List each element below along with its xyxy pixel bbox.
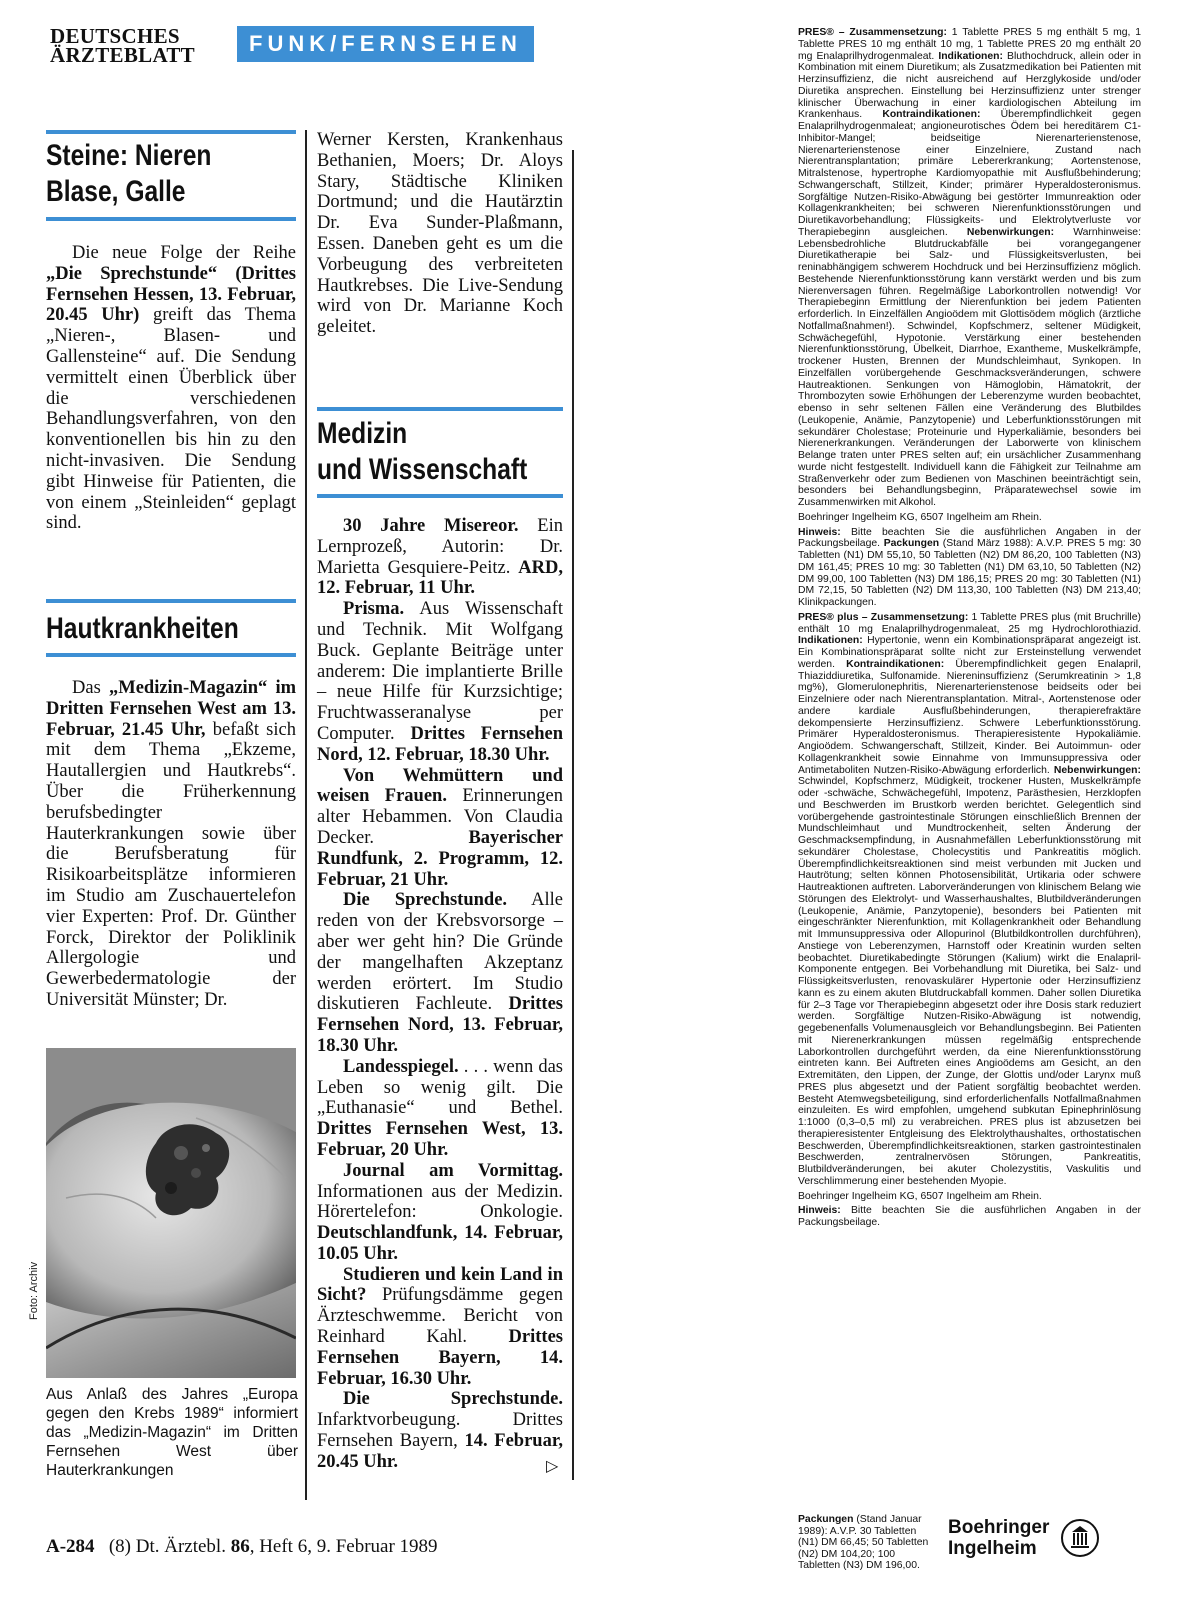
pi-heading: Kontraindikationen:: [882, 109, 981, 121]
pi-packages: [798, 1514, 938, 1572]
pi-text: Warnhinweise: Lebensbedrohliche Blutdruckabfälle bei vorangegangener Diuretikatherapie bei Salz- und Flüssigkeitsverlusten, bei reninabhängigem schwerem Hochdruck und bei Herzinsuffizienz möglich. Bestehende Nierenfunktionsstörung kann verstärkt werden und bis zum Nierenversagen führen. Regelmäßige Laborkontrollen notwendig! Vor Therapiebeginn Ermittlung der Nierenfunktion bei jedem Patienten erforderlich. In Einzelfällen Angioödem mit Glottisödem möglich (ärztliche Notfallmaßnahmen!). Schwindel, Kopfschmerz, seltener Müdigkeit, Schwächegefühl, Hypotonie. Verstärkung einer bestehenden Nierenfunktionsstörung, Übelkeit, Diarrhoe, Exantheme, Muskelkrämpfe, trockener Husten, Brennen der Mundschleimhaut, Synkopen. In Einzelfällen vorübergehende Geschmacksveränderungen, schwere Hautreaktionen. Senkungen von Hämoglobin, Hämatokrit, der Thrombozyten sowie Erhöhungen der Leberenzyme wurden beobachtet, ebenso in sehr seltenen Fällen eine Veränderung des Blutbildes (Leukopenie, Anämie, Panzytopenie) und Leberfunktionsstörungen mit sekundärer Cholestase; Proteinurie und Hyperkaliämie, besonders bei Nierenerkrankungen. Veränderungen der Laborwerte von klinischem Belange traten unter PRES selten auf; ein ursächlicher Zusammenhang wurde nicht festgestellt. Individuell kann die Fähigkeit zur Teilnahme am Straßenverkehr oder zum Bedienen von Maschinen beeinträchtigt sein, besonders bei Behandlungsbeginn, Präparatewechsel sowie im Zusammenwirken mit Alkohol.: [798, 226, 1141, 508]
program-ref: „Medizin-Magazin“ im Dritten Fernsehen West am 13. Februar, 21.45 Uhr,: [46, 678, 296, 740]
pi-text: (Stand Januar 1989): A.V.P. 30 Tabletten (N1) DM 66,45; 50 Tabletten (N2) DM 104,20; 100 Tabletten (N3) DM 196,00.: [798, 1514, 929, 1572]
headline-hautkrankheiten: [46, 611, 296, 647]
journal-ref: (8) Dt. Ärztebl.: [108, 1536, 231, 1557]
photo-caption: Aus Anlaß des Jahres „Europa gegen den Krebs 1989“ informiert das „Medizin-Magazin“ im Dritten Fernsehen West über Hauterkrankungen: [46, 1386, 298, 1479]
company-logo-text: [948, 1517, 1049, 1559]
pi-text: Bitte beachten Sie die ausführlichen Angaben in der Packungsbeilage.: [798, 526, 1141, 550]
item-schedule: Drittes Fernsehen Bayern, 14. Februar, 16.30 Uhr.: [317, 1327, 563, 1389]
pi-heading: PRES® plus – Zusammensetzung:: [798, 611, 969, 623]
issue-date: , Heft 6, 9. Februar 1989: [249, 1536, 438, 1557]
pi-heading: Hinweis:: [798, 526, 841, 538]
masthead: [50, 24, 220, 67]
list-item: [317, 1057, 563, 1161]
pi-heading: Kontraindikationen:: [846, 658, 945, 670]
pi-heading: Nebenwirkungen:: [966, 226, 1055, 238]
pi-heading: Packungen: [883, 538, 940, 550]
item-title: 30 Jahre Misereor.: [343, 516, 519, 536]
headline-line: Medizin: [317, 417, 408, 450]
pi-heading: Indikationen:: [798, 635, 863, 647]
item-schedule: ARD, 12. Februar, 11 Uhr.: [317, 557, 563, 599]
pi-text: Hypertonie, wenn ein Kombinationspräparat angezeigt ist. Ein Kombinationspräparat sollte nicht zur Ersteinstellung verwendet werden.: [798, 635, 1141, 670]
item-desc: Aus Wissenschaft und Technik. Mit Wolfgang Buck. Geplante Beiträge unter anderem: Die implantierte Brille – neue Hilfe für Kurzsichtige; Fruchtwasseranalyse per Computer.: [317, 599, 563, 744]
item-schedule: 14. Februar, 20.45 Uhr.: [317, 1431, 563, 1472]
rule: [46, 599, 296, 603]
program-listing: [317, 516, 563, 1473]
list-item: [317, 1161, 563, 1265]
rule: [46, 653, 296, 657]
rule: [46, 217, 296, 221]
pi-company: Boehringer Ingelheim KG, 6507 Ingelheim am Rhein.: [798, 1190, 1042, 1202]
item-title: Prisma.: [343, 599, 405, 620]
text: Das: [72, 678, 109, 698]
list-item: [317, 516, 563, 599]
item-desc: Alle reden von der Krebsvorsorge – aber wer geht hin? Die Gründe der mangelhaften Akzeptanz werden erörtert. Im Studio diskutieren Fachleute.: [317, 890, 563, 1015]
text: Die neue Folge der Reihe: [72, 243, 296, 263]
rule: [317, 407, 563, 411]
pi-text: 1 Tablette PRES plus (mit Bruchrille) enthält 10 mg Enalaprilhydrogenmaleat, 25 mg Hydrochlorothiazid.: [798, 611, 1141, 635]
pi-heading: Packungen: [798, 1514, 854, 1525]
item-schedule: Drittes Fernsehen Nord, 12. Februar, 18.30 Uhr.: [317, 723, 563, 765]
item-title: Die Sprechstunde.: [343, 890, 508, 911]
headline-line: Hautkrankheiten: [46, 612, 239, 645]
text: befaßt sich mit dem Thema „Ekzeme, Hautallergien und Hautkrebs“. Über die Früherkennung berufsbedingter Hauterkrankungen sowie über die Berufsberatung für Risikoarbeitsplätze informieren im Studio am Zuschauertelefon vier Experten: Prof. Dr. Günther Forck, Direktor der Poliklinik Allergologie und Gewerbedermatologie der Universität Münster; Dr.: [46, 719, 296, 1010]
pi-text: 1 Tablette PRES 5 mg enthält 5 mg, 1 Tablette PRES 10 mg enthält 10 mg, 1 Tablette PRES 20 mg enthält 20 mg Enalaprilhydrogenmaleat.: [798, 27, 1141, 62]
item-title: Landesspiegel.: [343, 1056, 459, 1077]
skin-lesion-photo: [46, 1048, 296, 1378]
continue-arrow-icon: ▷: [546, 1458, 559, 1475]
masthead-line1: DEUTSCHES: [50, 24, 180, 48]
article-steine: [46, 243, 296, 534]
article-continued: [317, 130, 563, 338]
item-title: Journal am Vormittag.: [343, 1160, 563, 1181]
volume: 86: [230, 1536, 250, 1557]
item-schedule: Bayerischer Rundfunk, 2. Programm, 12. Februar, 21 Uhr.: [317, 827, 563, 890]
rule: [46, 130, 296, 134]
headline-line: Steine: Nieren: [46, 139, 212, 172]
item-desc: Infarktvorbeugung. Drittes Fernsehen Bayern,: [317, 1410, 563, 1452]
item-title: Die Sprechstunde.: [343, 1389, 563, 1410]
list-item: [317, 1265, 563, 1390]
section-banner: FUNK/FERNSEHEN: [237, 26, 534, 62]
article-hautkrankheiten: [46, 678, 296, 1011]
page-number: A-284: [46, 1536, 95, 1557]
list-item: [317, 766, 563, 891]
column-divider: [305, 130, 307, 1500]
page-footer: [46, 1536, 438, 1558]
list-item: [317, 1389, 563, 1472]
list-item: [317, 890, 563, 1056]
pi-text: (Stand März 1988): A.V.P. PRES 5 mg: 30 Tabletten (N1) DM 55,10, 50 Tabletten (N2) DM 86,20, 100 Tabletten (N3) DM 161,45; PRES 10 mg: 30 Tabletten (N1) DM 63,10, 50 Tabletten (N2) DM 99,00, 100 Tabletten (N3) DM 186,15; PRES 20 mg: 30 Tabletten (N1) DM 72,15, 50 Tabletten (N2) DM 113,30, 100 Tabletten (N3) DM 213,40; Klinikpackungen.: [798, 538, 1142, 608]
item-desc: Ein Lernprozeß, Autorin: Dr. Marietta Gesquiere-Peitz.: [317, 516, 563, 578]
pi-heading: Hinweis:: [798, 1205, 841, 1217]
pi-heading: Indikationen:: [938, 50, 1003, 62]
item-desc: Prüfungsdämme gegen Ärzteschwemme. Bericht von Reinhard Kahl.: [317, 1285, 563, 1348]
pi-text: Überempfindlichkeit gegen Enalaprilhydrogenmaleat; angioneurotisches Ödem bei hereditärem C1-Inhibitor-Mangel; beidseitige Nierenarterienstenose, Nierenarterienstenose einer Einzelniere, Zustand nach Nierentransplantation; primäre Lebererkrankung; Aortenstenose, Mitralstenose, hypertrophe Kardiomyopathie mit Ausflußbehinderung; Schwangerschaft, Stillzeit, Kinder; primärer Hyperaldosteronismus. Sorgfältige Nutzen-Risiko-Abwägung bei gestörter Immunreaktion oder Kollagenkrankheiten; bei schweren Nierenfunktionsstörungen und Diuretikavorbehandlung; Flüssigkeits- und Elektrolytverluste vor Therapiebeginn ausgleichen.: [798, 109, 1141, 238]
headline-line: und Wissenschaft: [317, 453, 528, 486]
pi-heading: Nebenwirkungen:: [1053, 764, 1141, 776]
pi-text: Schwindel, Kopfschmerz, Müdigkeit, trockener Husten, Muskelkrämpfe oder -schwäche, Schwächegefühl, Impotenz, Parästhesien, Herzklopfen und Beschwerden im Brustkorb werden berichtet. Gelegentlich sind vorübergehende gastrointestinale Störungen einschließlich Brennen der Mundschleimhaut und Mundtrockenheit, selten Änderung der Geschmacksempfindung, in Ausnahmefällen Leberfunktionsstörung mit sekundärer Cholestase, Cholecystitis und Pankreatitis möglich. Überempfindlichkeitsreaktionen sind meist verbunden mit Jucken und Hautrötung; selten können Photosensibilität, Urtikaria oder schwere Hautreaktionen auftreten. Laborveränderungen von klinischem Belang wie Störungen des Elektrolyt- und Wasserhaushaltes, Blutbildveränderungen (Leukopenie, Anämie, Panzytopenie), besonders bei Patienten mit eingeschränkter Nierenfunktion, mit Kollagenkrankheit oder Behandlung mit Immunsuppressiva oder Allopurinol (Blutbildkontrollen durchführen), Anstiege von Leberenzymen, Harnstoff oder Kreatinin wurden selten beobachtet. Diuretikabedingte Störungen (Kalium) wirkt die Enalapril-Komponente entgegen. Bei Vorbehandlung mit Diuretika, bei Salz- und Flüssigkeitsverlusten, renovaskulärer Hypertonie oder Herzinsuffizienz kann es zu einem akuten Blutdruckabfall kommen. Daher sollen Diuretika für 2–3 Tage vor Therapiebeginn abgesetzt oder ihre Dosis stark reduziert werden. Sorgfältige Nutzen-Risiko-Abwägung ist notwendig, gegebenenfalls Volumenausgleich vor Behandlungsbeginn. Bei Patienten mit Nierenerkrankungen müssen regelmäßig entsprechende Laborkontrollen durchgeführt werden, da eine Nierenfunktionsstörung eintreten kann. Bei Auftreten eines Angioödems am Gesicht, an den Extremitäten, den Lippen, der Zunge, der Glottis und/oder Larynx muß PRES plus abgesetzt und der Patient sorgfältig beobachtet werden. Besteht Atemwegsbeteiligung, sind erforderlichenfalls Notfallmaßnahmen einzuleiten. Es wird empfohlen, umgehend subkutan Epinephrinlösung 1:1000 (0,3–0,5 ml) zu verabreichen. PRES plus ist abzusetzen bei therapieresistenter Entgleisung des Elektrolythaushaltes, orthostatischen Beschwerden, Überempfindlichkeitsreaktionen, starken gastrointestinalen Beschwerden, zentralnervösen Störungen, Pankreatitis, Blutbildveränderungen, bei akuter Cholezystitis, Vaskulitis und Verschlimmerung einer bestehenden Myopie.: [798, 776, 1141, 1187]
item-schedule: Drittes Fernsehen Nord, 13. Februar, 18.30 Uhr.: [317, 994, 563, 1056]
pi-text: Überempfindlichkeit gegen Enalapril, Thiaziddiuretika, Sulfonamide. Niereninsuffizienz (Serumkreatinin > 1,8 mg%), Glomerulonephritis, Nierenarterienstenose beidseits oder bei Einzelniere oder nach Nierentransplantation. Mitral-, Aortenstenose oder andere kardiale Ausflußbehinderungen, therapierefraktäre dekompensierte Herzinsuffizienz. Schwere Leberfunktionsstörung. Primärer Hyperaldosteronismus. Therapieresistente Hypokaliämie. Angioödem. Schwangerschaft, Stillzeit, Kinder. Bei Autoimmun- oder Kollagenkrankheit sowie Einnahme von Immunsuppressiva oder Antimetaboliten Nutzen-Risiko-Abwägung erforderlich.: [798, 658, 1141, 776]
item-title: Studieren und kein Land in Sicht?: [317, 1264, 563, 1306]
logo-line: Ingelheim: [948, 1538, 1037, 1559]
pi-company: Boehringer Ingelheim KG, 6507 Ingelheim am Rhein.: [798, 511, 1042, 523]
headline-medizin: [317, 416, 563, 488]
text: Werner Kersten, Krankenhaus Bethanien, Moers; Dr. Aloys Stary, Städtische Kliniken Dortmund; und die Hautärztin Dr. Eva Sunder-Plaßmann, Essen. Daneben geht es um die Vorbeugung des verbreiteten Hautkrebses. Die Live-Sendung wird von Dr. Marianne Koch geleitet.: [317, 130, 563, 338]
item-desc: Erinnerungen alter Hebammen. Von Claudia Decker.: [317, 786, 563, 848]
item-schedule: Drittes Fernsehen West, 13. Februar, 20 Uhr.: [317, 1119, 563, 1160]
masthead-line2: ÄRZTEBLATT: [50, 43, 195, 67]
photo-credit: Foto: Archiv: [28, 1261, 40, 1320]
program-ref: „Die Sprechstunde“ (Drittes Fernsehen Hessen, 13. Februar, 20.45 Uhr): [46, 263, 296, 326]
rule: [317, 494, 563, 498]
headline-steine: [46, 138, 296, 210]
headline-line: Blase, Galle: [46, 175, 186, 208]
text: greift das Thema „Nieren-, Blasen- und Gallensteine“ auf. Die Sendung vermittelt einen Überblick über die verschiedenen Behandlungsverfahren, von den konventionellen bis hin zu den nicht-invasiven. Die Sendung gibt Hinweise für Patienten, die von einem „Steinleiden“ geplagt sind.: [46, 305, 296, 534]
item-schedule: Deutschlandfunk, 14. Februar, 10.05 Uhr.: [317, 1223, 563, 1264]
company-logo-icon: [1060, 1518, 1100, 1558]
logo-line: Boehringer: [948, 1517, 1050, 1538]
item-title: Von Wehmüttern und weisen Frauen.: [317, 765, 563, 807]
pi-heading: PRES® – Zusammensetzung:: [798, 27, 947, 38]
item-desc: Informationen aus der Medizin. Hörertelefon: Onkologie.: [317, 1181, 563, 1223]
item-desc: . . . wenn das Leben so wenig gilt. Die „Euthanasie“ und Bethel.: [317, 1056, 563, 1119]
photo-image: [46, 1048, 296, 1378]
pi-text: Bitte beachten Sie die ausführlichen Angaben in der Packungsbeilage.: [798, 1205, 1141, 1228]
list-item: [317, 599, 563, 765]
column-divider: [572, 150, 574, 1480]
product-information: [798, 27, 1141, 1229]
pi-text: Bluthochdruck, allein oder in Kombination mit einem Diuretikum; als Zusatzmedikation bei Patienten mit Herzinsuffizienz, die nicht ausreichend auf Herzglykoside und/oder Diuretika ansprechen. Einstellung bei Herzinsuffizienz unter strenger klinischer Überwachung in einer kardiologischen Abteilung im Krankenhaus.: [798, 50, 1141, 121]
